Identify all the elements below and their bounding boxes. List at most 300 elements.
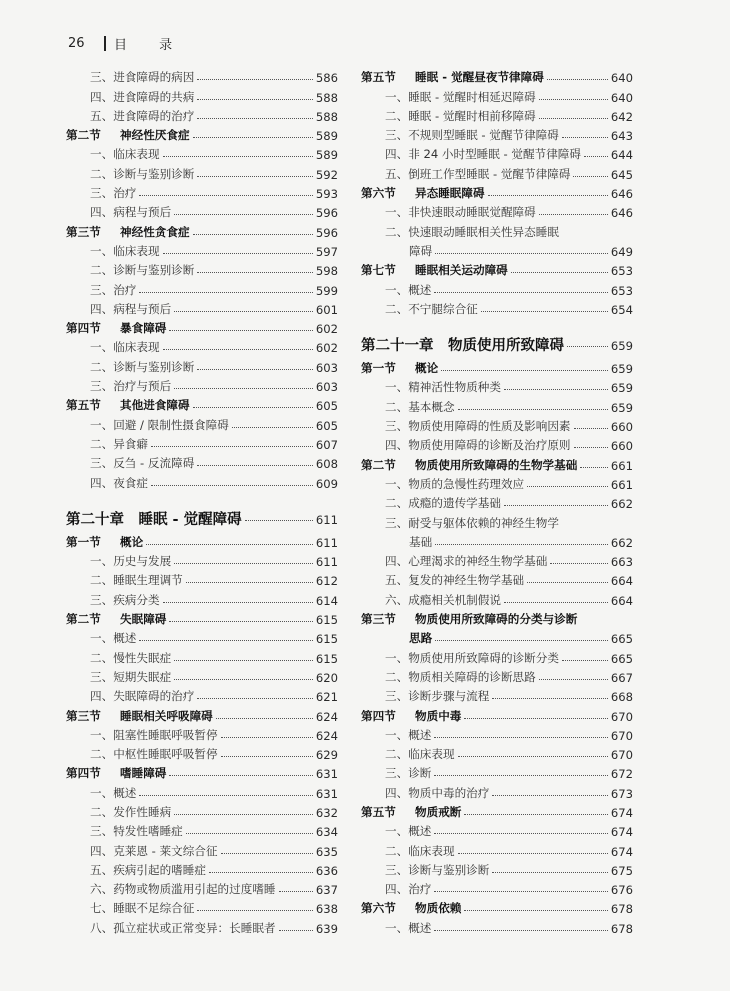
toc-subsection-entry[interactable] xyxy=(66,550,338,569)
toc-page-number: 662 xyxy=(610,535,633,550)
toc-subsection-entry[interactable] xyxy=(361,762,633,781)
dot-leader xyxy=(492,795,608,796)
dot-leader xyxy=(163,156,313,157)
toc-entry-title: 三、不规则型睡眠 - 觉醒节律障碍 xyxy=(385,128,559,143)
toc-page-number: 637 xyxy=(315,883,338,898)
toc-entry-title: 一、物质的急慢性药理效应 xyxy=(385,476,525,491)
toc-page-number: 662 xyxy=(610,497,633,512)
toc-entry-title xyxy=(66,765,166,781)
dot-leader xyxy=(435,640,608,641)
toc-entry-title: 二、临床表现 xyxy=(385,747,455,762)
toc-entry-title: 一、临床表现 xyxy=(90,340,160,355)
toc-entry-title xyxy=(66,534,143,550)
toc-page-number: 592 xyxy=(315,167,338,182)
toc-page-number: 667 xyxy=(610,670,633,685)
toc-page-number: 636 xyxy=(315,863,338,878)
toc-entry-title: 四、治疗 xyxy=(385,882,432,897)
toc-entry-title: 二、诊断与鉴别诊断 xyxy=(90,166,195,181)
dot-leader xyxy=(169,775,312,776)
toc-entry-title: 二、物质相关障碍的诊断思路 xyxy=(385,669,536,684)
dot-leader xyxy=(539,118,608,119)
dot-leader xyxy=(197,910,313,911)
dot-leader xyxy=(174,563,313,564)
toc-page-number: 624 xyxy=(315,709,338,724)
dot-leader xyxy=(488,195,608,196)
toc-entry-title xyxy=(361,360,438,376)
dot-leader xyxy=(511,272,608,273)
dot-leader xyxy=(174,311,313,312)
section-number: 第三节 xyxy=(66,708,101,723)
toc-subsection-entry[interactable] xyxy=(361,743,633,762)
dot-leader xyxy=(562,660,608,661)
toc-page-number: 634 xyxy=(315,825,338,840)
dot-leader xyxy=(567,346,608,347)
toc-subsection-entry[interactable] xyxy=(361,415,633,434)
toc-subsection-entry[interactable] xyxy=(66,201,338,220)
toc-entry-title: 一、临床表现 xyxy=(90,243,160,258)
toc-page-number: 598 xyxy=(315,264,338,279)
dot-leader xyxy=(434,930,607,931)
toc-page-number: 615 xyxy=(315,651,338,666)
dot-leader xyxy=(151,446,313,447)
section-name: 睡眠相关呼吸障碍 xyxy=(120,708,213,723)
toc-chapter-entry[interactable] xyxy=(361,325,633,355)
dot-leader xyxy=(574,428,608,429)
section-name: 物质戒断 xyxy=(415,804,462,819)
toc-entry-title: 思路 xyxy=(409,631,433,646)
dot-leader xyxy=(481,311,608,312)
toc-subsection-entry[interactable] xyxy=(361,376,633,395)
toc-subsection-entry[interactable] xyxy=(66,452,338,471)
toc-section-entry[interactable] xyxy=(361,704,633,723)
toc-section-entry[interactable] xyxy=(66,220,338,239)
toc-entry-title: 三、反刍 - 反流障碍 xyxy=(90,456,195,471)
toc-subsection-entry[interactable] xyxy=(361,724,633,743)
dot-leader xyxy=(562,137,608,138)
toc-page-number: 599 xyxy=(315,283,338,298)
section-name: 概论 xyxy=(415,361,439,376)
toc-entry-title xyxy=(361,900,461,916)
toc-page-number: 603 xyxy=(315,360,338,375)
toc-page-number: 664 xyxy=(610,574,633,589)
toc-subsection-entry[interactable] xyxy=(66,820,338,839)
toc-section-entry[interactable] xyxy=(66,317,338,336)
toc-page-number: 602 xyxy=(315,322,338,337)
dot-leader xyxy=(146,544,313,545)
toc-subsection-entry[interactable] xyxy=(66,375,338,394)
section-number: 第五节 xyxy=(66,398,101,413)
toc-section-entry[interactable] xyxy=(66,704,338,723)
page-title: 目 录 xyxy=(114,37,187,53)
toc-page-number: 674 xyxy=(610,825,633,840)
toc-subsection-entry[interactable] xyxy=(66,182,338,201)
toc-subsection-entry[interactable] xyxy=(361,839,633,858)
toc-entry-title: 三、诊断与鉴别诊断 xyxy=(385,862,490,877)
toc-subsection-entry[interactable] xyxy=(66,724,338,743)
toc-subsection-entry[interactable] xyxy=(66,336,338,355)
toc-subsection-entry[interactable] xyxy=(361,105,633,124)
section-number: 第六节 xyxy=(361,901,396,916)
dot-leader xyxy=(539,214,608,215)
dot-leader xyxy=(464,910,607,911)
dot-leader xyxy=(584,156,608,157)
toc-entry-title: 二、快速眼动睡眠相关性异态睡眠 xyxy=(385,224,559,239)
toc-entry-title: 二、慢性失眠症 xyxy=(90,650,172,665)
toc-subsection-entry[interactable] xyxy=(361,434,633,453)
toc-entry-title xyxy=(361,611,577,627)
toc-page-number: 611 xyxy=(315,512,338,527)
dot-leader xyxy=(197,79,313,80)
toc-entry-title: 一、概述 xyxy=(385,824,432,839)
toc-page-number: 597 xyxy=(315,244,338,259)
toc-entry-title: 三、疾病分类 xyxy=(90,592,160,607)
toc-entry-title xyxy=(66,708,213,724)
toc-entry-title: 四、病程与预后 xyxy=(90,205,172,220)
toc-subsection-entry[interactable] xyxy=(66,588,338,607)
toc-entry-title: 一、概述 xyxy=(385,727,432,742)
dot-leader xyxy=(174,214,313,215)
toc-section-entry[interactable] xyxy=(66,608,338,627)
toc-section-continuation[interactable] xyxy=(361,627,633,646)
toc-page-number: 589 xyxy=(315,129,338,144)
toc-entry-title: 五、复发的神经生物学基础 xyxy=(385,573,525,588)
toc-subsection-entry[interactable] xyxy=(66,685,338,704)
section-number: 第三节 xyxy=(66,224,101,239)
toc-entry-title xyxy=(66,397,190,413)
dot-leader xyxy=(186,833,313,834)
dot-leader xyxy=(434,891,607,892)
toc-page-number: 631 xyxy=(315,767,338,782)
toc-subsection-entry[interactable] xyxy=(66,355,338,374)
toc-entry-title: 二、睡眠生理调节 xyxy=(90,573,183,588)
toc-page-number: 586 xyxy=(315,71,338,86)
toc-subsection-entry[interactable] xyxy=(361,143,633,162)
toc-page-number: 668 xyxy=(610,690,633,705)
dot-leader xyxy=(197,118,313,119)
toc-subsection-entry[interactable] xyxy=(66,278,338,297)
toc-page-number: 615 xyxy=(315,632,338,647)
toc-subsection-continuation[interactable] xyxy=(361,531,633,550)
toc-section-entry[interactable] xyxy=(361,897,633,916)
toc-subsection-entry[interactable] xyxy=(66,801,338,820)
dot-leader xyxy=(464,718,607,719)
toc-page-number: 588 xyxy=(315,90,338,105)
toc-section-entry[interactable] xyxy=(66,762,338,781)
toc-subsection-entry[interactable] xyxy=(361,569,633,588)
toc-entry-title: 四、物质使用障碍的诊断及治疗原则 xyxy=(385,438,571,453)
dot-leader xyxy=(279,930,313,931)
toc-subsection-entry[interactable] xyxy=(361,550,633,569)
toc-chapter-entry[interactable] xyxy=(66,499,338,529)
toc-section-entry[interactable] xyxy=(361,182,633,201)
toc-entry-title: 一、概述 xyxy=(385,920,432,935)
toc-entry-title: 二、不宁腿综合征 xyxy=(385,301,478,316)
toc-subsection-entry[interactable] xyxy=(361,511,633,530)
section-number: 第二节 xyxy=(66,612,101,627)
toc-entry-title: 三、短期失眠症 xyxy=(90,669,172,684)
toc-entry-title: 三、诊断步骤与流程 xyxy=(385,689,490,704)
toc-entry-title: 四、非 24 小时型睡眠 - 觉醒节律障碍 xyxy=(385,147,581,162)
section-number: 第一节 xyxy=(66,534,101,549)
dot-leader xyxy=(193,234,313,235)
toc-section-entry[interactable] xyxy=(66,124,338,143)
dot-leader xyxy=(434,737,607,738)
toc-subsection-entry[interactable] xyxy=(361,878,633,897)
toc-page-number: 649 xyxy=(610,244,633,259)
toc-entry-title: 第二十一章 物质使用所致障碍 xyxy=(361,337,564,354)
dot-leader xyxy=(174,679,313,680)
toc-subsection-entry[interactable] xyxy=(361,278,633,297)
toc-subsection-entry[interactable] xyxy=(66,839,338,858)
toc-page-number: 659 xyxy=(610,400,633,415)
toc-subsection-entry[interactable] xyxy=(361,395,633,414)
toc-page-number: 629 xyxy=(315,748,338,763)
toc-subsection-entry[interactable] xyxy=(66,666,338,685)
toc-subsection-entry[interactable] xyxy=(66,433,338,452)
section-name: 物质中毒 xyxy=(415,708,462,723)
toc-section-entry[interactable] xyxy=(361,608,633,627)
section-name: 暴食障碍 xyxy=(120,321,167,336)
dot-leader xyxy=(174,388,313,389)
toc-entry-title xyxy=(361,69,544,85)
toc-subsection-entry[interactable] xyxy=(361,685,633,704)
toc-subsection-entry[interactable] xyxy=(66,298,338,317)
dot-leader xyxy=(174,814,313,815)
toc-entry-title: 四、进食障碍的共病 xyxy=(90,89,195,104)
dot-leader xyxy=(139,195,312,196)
toc-subsection-entry[interactable] xyxy=(66,646,338,665)
toc-subsection-entry[interactable] xyxy=(361,201,633,220)
toc-subsection-entry[interactable] xyxy=(66,627,338,646)
dot-leader xyxy=(504,505,608,506)
toc-page-number: 635 xyxy=(315,844,338,859)
toc-subsection-continuation[interactable] xyxy=(361,240,633,259)
section-number: 第三节 xyxy=(361,612,396,627)
toc-subsection-entry[interactable] xyxy=(66,897,338,916)
dot-leader xyxy=(221,756,313,757)
toc-section-entry[interactable] xyxy=(361,66,633,85)
dot-leader xyxy=(139,640,312,641)
toc-subsection-entry[interactable] xyxy=(361,666,633,685)
toc-entry-title: 三、物质使用障碍的性质及影响因素 xyxy=(385,419,571,434)
dot-leader xyxy=(504,602,608,603)
toc-entry-title xyxy=(361,262,508,278)
toc-entry-title: 八、孤立症状或正常变异：长睡眠者 xyxy=(90,920,276,935)
toc-subsection-entry[interactable] xyxy=(66,859,338,878)
section-name: 其他进食障碍 xyxy=(120,398,190,413)
toc-page-number: 624 xyxy=(315,728,338,743)
dot-leader xyxy=(441,370,608,371)
toc-entry-title: 三、特发性嗜睡症 xyxy=(90,824,183,839)
toc-page-number: 640 xyxy=(610,71,633,86)
toc-subsection-entry[interactable] xyxy=(66,143,338,162)
toc-section-entry[interactable] xyxy=(66,531,338,550)
section-name: 睡眠 - 觉醒昼夜节律障碍 xyxy=(415,70,544,85)
toc-page-number: 672 xyxy=(610,767,633,782)
toc-subsection-entry[interactable] xyxy=(361,646,633,665)
dot-leader xyxy=(458,756,608,757)
toc-page-number: 659 xyxy=(610,338,633,353)
toc-subsection-entry[interactable] xyxy=(361,124,633,143)
toc-entry-title: 二、异食癖 xyxy=(90,436,148,451)
toc-page-number: 611 xyxy=(315,535,338,550)
dot-leader xyxy=(458,853,608,854)
toc-subsection-entry[interactable] xyxy=(66,85,338,104)
section-name: 嗜睡障碍 xyxy=(120,766,167,781)
toc-entry-title: 六、药物或物质滥用引起的过度嗜睡 xyxy=(90,882,276,897)
toc-subsection-entry[interactable] xyxy=(361,820,633,839)
toc-subsection-entry[interactable] xyxy=(66,916,338,935)
toc-entry-title: 三、诊断 xyxy=(385,766,432,781)
dot-leader xyxy=(197,272,313,273)
toc-entry-title xyxy=(361,708,461,724)
toc-section-entry[interactable] xyxy=(361,801,633,820)
toc-page-number: 673 xyxy=(610,786,633,801)
toc-subsection-entry[interactable] xyxy=(361,162,633,181)
toc-entry-title: 一、概述 xyxy=(385,282,432,297)
dot-leader xyxy=(163,253,313,254)
toc-entry-title: 三、耐受与躯体依赖的神经生物学 xyxy=(385,515,559,530)
dot-leader xyxy=(527,582,608,583)
dot-leader xyxy=(197,176,313,177)
toc-subsection-entry[interactable] xyxy=(66,66,338,85)
toc-page-number: 638 xyxy=(315,902,338,917)
toc-subsection-entry[interactable] xyxy=(361,781,633,800)
toc-subsection-entry[interactable] xyxy=(66,162,338,181)
dot-leader xyxy=(435,544,608,545)
toc-entry-title: 一、历史与发展 xyxy=(90,554,172,569)
dot-leader xyxy=(221,853,313,854)
toc-entry-title xyxy=(66,611,166,627)
dot-leader xyxy=(193,407,313,408)
toc-page-number: 593 xyxy=(315,187,338,202)
toc-subsection-entry[interactable] xyxy=(66,569,338,588)
toc-entry-title: 一、概述 xyxy=(90,631,137,646)
toc-page-number: 642 xyxy=(610,109,633,124)
toc-subsection-entry[interactable] xyxy=(361,916,633,935)
dot-leader xyxy=(279,891,313,892)
toc-subsection-entry[interactable] xyxy=(66,413,338,432)
toc-page-number: 654 xyxy=(610,302,633,317)
toc-subsection-entry[interactable] xyxy=(361,85,633,104)
toc-entry-title: 三、治疗 xyxy=(90,186,137,201)
toc-entry-title: 七、睡眠不足综合征 xyxy=(90,901,195,916)
toc-entry-title: 一、阻塞性睡眠呼吸暂停 xyxy=(90,727,218,742)
dot-leader xyxy=(163,349,313,350)
toc-page-number: 614 xyxy=(315,593,338,608)
section-name: 异态睡眠障碍 xyxy=(415,186,485,201)
section-number: 第四节 xyxy=(361,708,396,723)
toc-subsection-entry[interactable] xyxy=(66,105,338,124)
dot-leader xyxy=(139,292,312,293)
toc-page-number: 621 xyxy=(315,690,338,705)
toc-entry-title: 一、概述 xyxy=(90,785,137,800)
toc-page-number: 670 xyxy=(610,748,633,763)
toc-page-number: 603 xyxy=(315,380,338,395)
toc-page-number: 659 xyxy=(610,381,633,396)
toc-left-column xyxy=(66,66,338,936)
toc-subsection-entry[interactable] xyxy=(66,743,338,762)
toc-page-number: 660 xyxy=(610,420,633,435)
dot-leader xyxy=(464,814,607,815)
toc-subsection-entry[interactable] xyxy=(361,859,633,878)
dot-leader xyxy=(174,660,313,661)
dot-leader xyxy=(492,698,608,699)
dot-leader xyxy=(169,330,312,331)
dot-leader xyxy=(434,833,607,834)
toc-subsection-entry[interactable] xyxy=(361,492,633,511)
toc-subsection-entry[interactable] xyxy=(66,878,338,897)
dot-leader xyxy=(197,465,313,466)
section-name: 神经性厌食症 xyxy=(120,128,190,143)
toc-entry-title: 四、失眠障碍的治疗 xyxy=(90,689,195,704)
toc-page-number: 664 xyxy=(610,593,633,608)
toc-page-number: 601 xyxy=(315,302,338,317)
toc-subsection-entry[interactable] xyxy=(66,240,338,259)
dot-leader xyxy=(197,698,313,699)
toc-entry-title xyxy=(66,224,190,240)
toc-entry-title xyxy=(361,804,461,820)
section-name: 物质使用所致障碍的分类与诊断 xyxy=(415,612,578,627)
toc-subsection-entry[interactable] xyxy=(361,473,633,492)
toc-page-number: 602 xyxy=(315,341,338,356)
toc-page-number: 653 xyxy=(610,264,633,279)
toc-section-entry[interactable] xyxy=(361,453,633,472)
toc-entry-title: 一、回避 / 限制性摄食障碍 xyxy=(90,417,229,432)
dot-leader xyxy=(221,737,313,738)
page-header xyxy=(68,33,186,53)
dot-leader xyxy=(573,176,607,177)
dot-leader xyxy=(504,389,608,390)
toc-subsection-entry[interactable] xyxy=(361,588,633,607)
toc-page-number: 640 xyxy=(610,90,633,105)
toc-subsection-entry[interactable] xyxy=(361,220,633,239)
dot-leader xyxy=(434,775,607,776)
toc-subsection-entry[interactable] xyxy=(66,471,338,490)
toc-entry-title xyxy=(361,185,485,201)
section-name: 失眠障碍 xyxy=(120,612,167,627)
toc-page-number: 646 xyxy=(610,187,633,202)
toc-page-number: 612 xyxy=(315,574,338,589)
toc-section-entry[interactable] xyxy=(66,394,338,413)
toc-entry-title: 四、病程与预后 xyxy=(90,301,172,316)
toc-subsection-entry[interactable] xyxy=(361,298,633,317)
toc-subsection-entry[interactable] xyxy=(66,259,338,278)
dot-leader xyxy=(216,718,313,719)
toc-entry-title xyxy=(66,127,190,143)
section-number: 第六节 xyxy=(361,186,396,201)
toc-page-number: 665 xyxy=(610,632,633,647)
dot-leader xyxy=(139,795,312,796)
dot-leader xyxy=(232,427,313,428)
section-number: 第二节 xyxy=(66,128,101,143)
toc-entry-title: 二、基本概念 xyxy=(385,399,455,414)
section-name: 神经性贪食症 xyxy=(120,224,190,239)
toc-section-entry[interactable] xyxy=(361,357,633,376)
dot-leader xyxy=(186,582,313,583)
section-number: 第四节 xyxy=(66,321,101,336)
toc-page-number: 609 xyxy=(315,476,338,491)
toc-page-number: 653 xyxy=(610,283,633,298)
toc-page-number: 659 xyxy=(610,362,633,377)
toc-subsection-entry[interactable] xyxy=(66,781,338,800)
toc-section-entry[interactable] xyxy=(361,259,633,278)
dot-leader xyxy=(193,137,313,138)
toc-page-number: 605 xyxy=(315,399,338,414)
toc-page-number: 646 xyxy=(610,206,633,221)
toc-entry-title: 二、睡眠 - 觉醒时相前移障碍 xyxy=(385,108,536,123)
toc-page-number: 611 xyxy=(315,555,338,570)
